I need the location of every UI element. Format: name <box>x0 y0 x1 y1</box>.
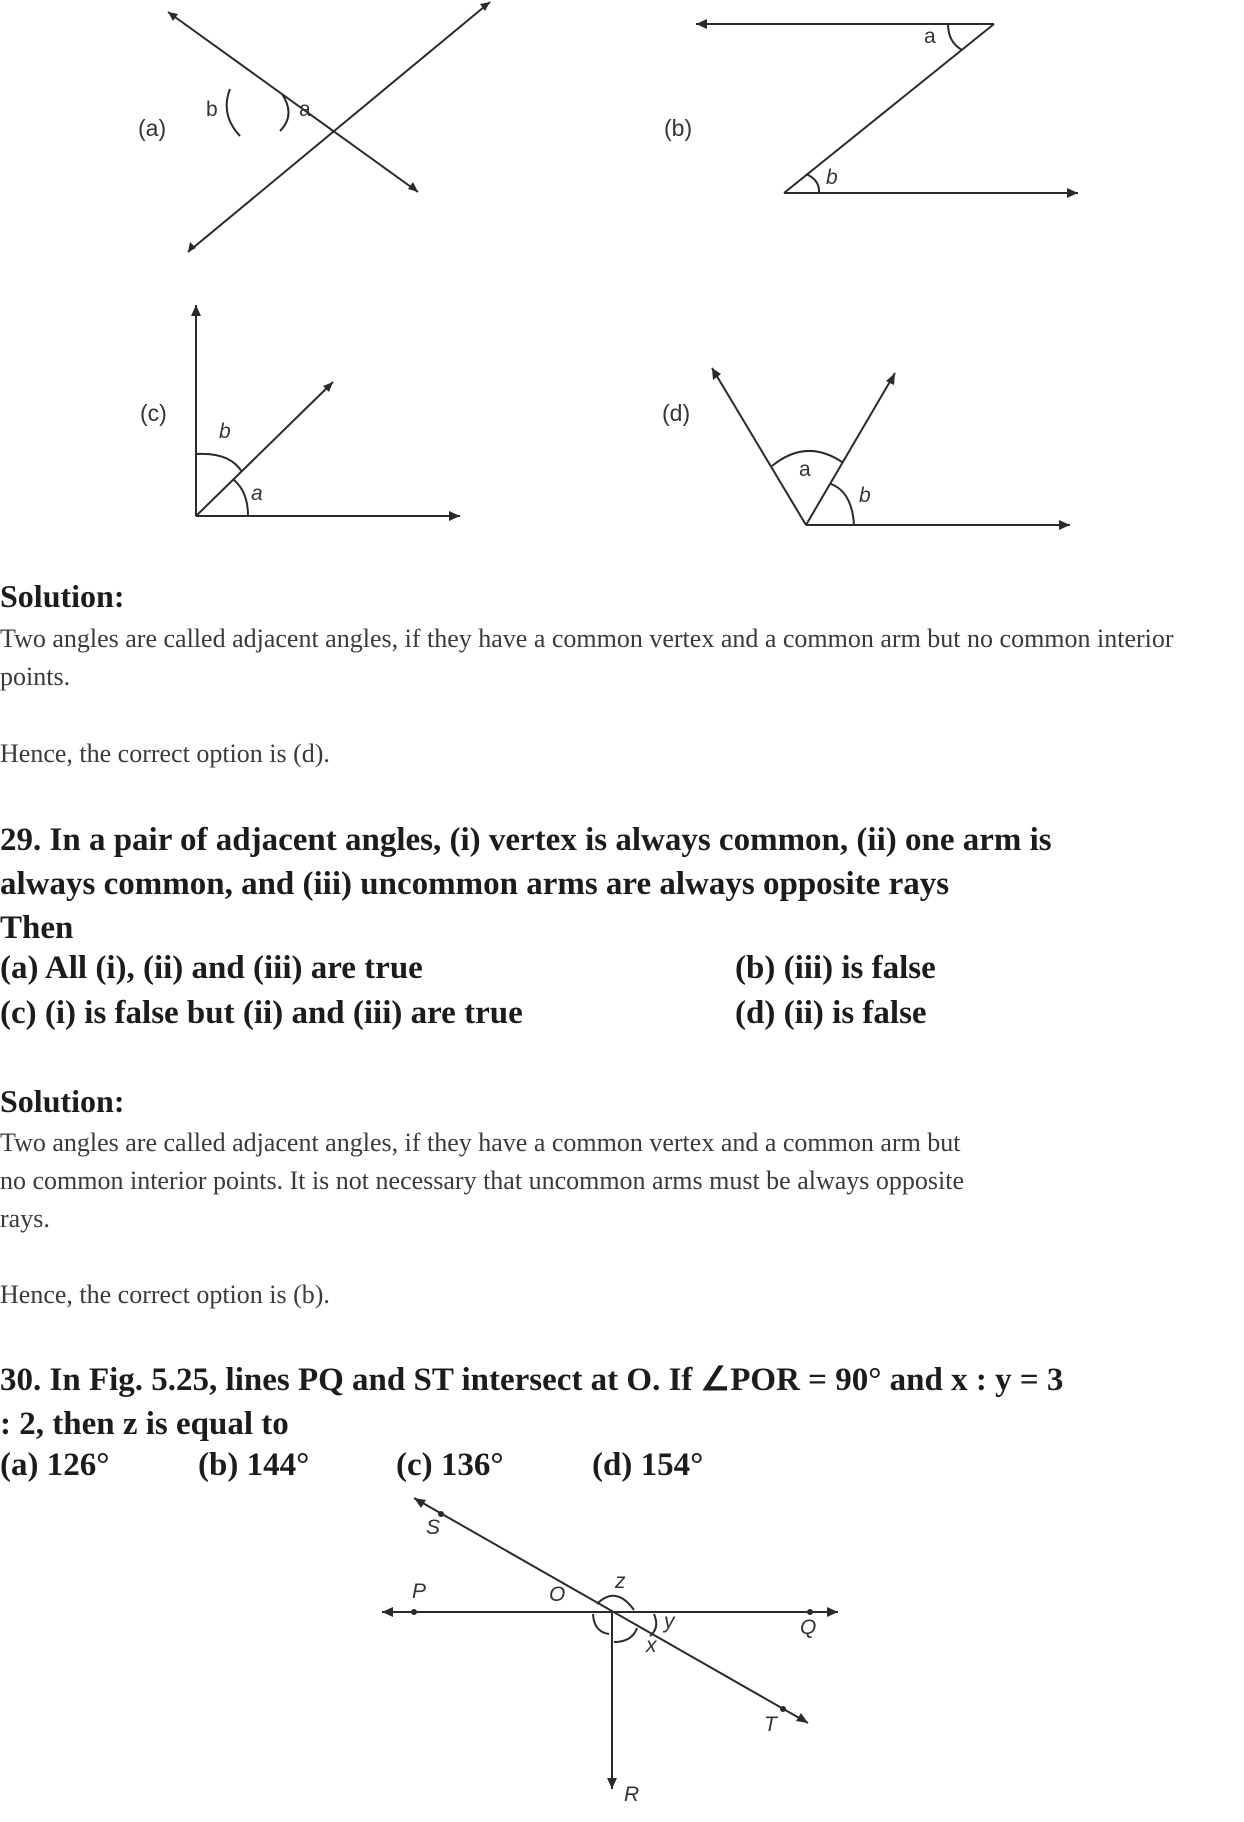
question-30-line1: 30. In Fig. 5.25, lines PQ and ST intersect at O. If ∠POR = 90° and x : y = 3 <box>0 1362 1064 1398</box>
angle-label-b: b <box>826 166 838 189</box>
angle-label-b: b <box>859 484 871 507</box>
solution-text: Two angles are called adjacent angles, if they have a common vertex and a common arm but no common interior points. <box>0 624 1174 691</box>
option-a: (a) 126° <box>0 1447 110 1483</box>
solution-answer: Hence, the correct option is (d). <box>0 739 330 768</box>
solution-text-line2: no common interior points. It is not necessary that uncommon arms must be always opposite <box>0 1166 965 1195</box>
angle-label-x: x <box>646 1634 657 1657</box>
angle-label-a: a <box>924 25 936 48</box>
option-d: (d) (ii) is false <box>735 995 927 1031</box>
angle-label-z: z <box>615 1570 626 1593</box>
figure-d-label: (d) <box>662 400 691 426</box>
point-label-r: R <box>624 1783 640 1806</box>
option-d: (d) 154° <box>592 1447 704 1483</box>
angle-label-b: b <box>206 98 218 121</box>
option-c: (c) (i) is false but (ii) and (iii) are true <box>0 995 523 1031</box>
option-a: (a) All (i), (ii) and (iii) are true <box>0 950 423 986</box>
question-29-line2: always common, and (iii) uncommon arms are always opposite rays <box>0 866 950 902</box>
figure-b-label: (b) <box>664 115 693 141</box>
point-label-q: Q <box>800 1616 817 1639</box>
figure-c-label: (c) <box>140 400 167 426</box>
point-label-o: O <box>549 1583 566 1606</box>
question-30-line2: : 2, then z is equal to <box>0 1406 289 1442</box>
point-label-p: P <box>412 1580 427 1603</box>
point-label-s: S <box>426 1516 441 1539</box>
angle-label-a: a <box>299 98 311 121</box>
solution-text-line1: Two angles are called adjacent angles, if they have a common vertex and a common arm but <box>0 1128 961 1157</box>
option-c: (c) 136° <box>396 1447 504 1483</box>
angle-label-a: a <box>799 458 811 481</box>
angle-label-y: y <box>664 1610 675 1633</box>
solution-text-line3: rays. <box>0 1204 50 1233</box>
figure-a-label: (a) <box>138 115 167 141</box>
angle-label-b: b <box>219 420 231 443</box>
option-b: (b) 144° <box>198 1447 310 1483</box>
question-29-line1: 29. In a pair of adjacent angles, (i) vertex is always common, (ii) one arm is <box>0 822 1052 858</box>
solution-answer: Hence, the correct option is (b). <box>0 1280 330 1309</box>
option-b: (b) (iii) is false <box>735 950 936 986</box>
solution-heading: Solution: <box>0 1083 125 1119</box>
solution-heading: Solution: <box>0 578 125 614</box>
question-29-line3: Then <box>0 910 74 946</box>
angle-label-a: a <box>251 482 263 505</box>
point-label-t: T <box>764 1713 777 1736</box>
